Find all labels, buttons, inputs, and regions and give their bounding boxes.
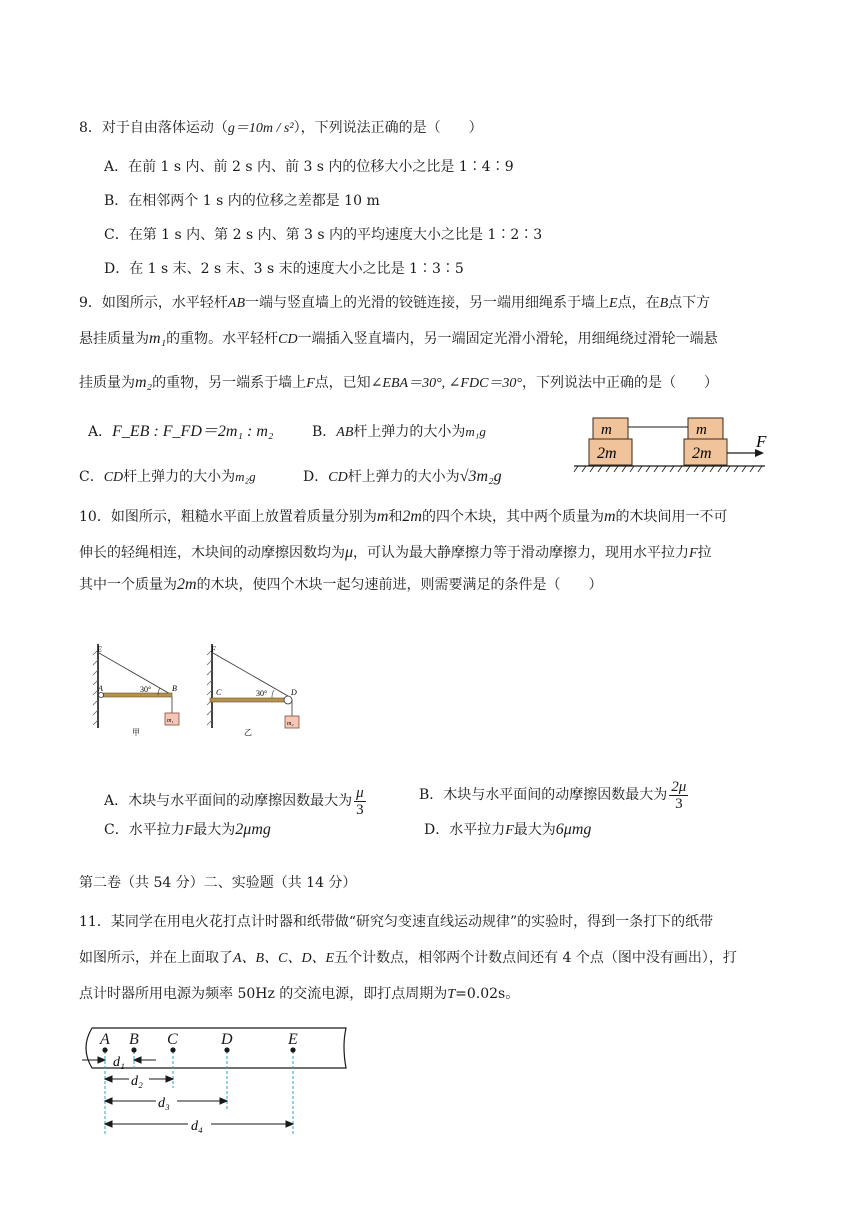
q11-t: T — [447, 987, 456, 1002]
q10-opt-c-text: C．水平拉力 — [104, 822, 185, 838]
q10-option-c — [104, 820, 271, 841]
q9-l3a: 挂质量为 — [79, 375, 135, 391]
q10-opt-b-frac — [669, 779, 688, 812]
q9-line1 — [79, 293, 710, 314]
q10-l2a: 伸长的轻绳相连，木块间的动摩擦因数均为 — [79, 545, 345, 561]
section2-heading: 第二卷（共 54 分）二、实验题（共 14 分） — [79, 875, 357, 891]
ground-hatch — [574, 466, 762, 472]
q9-bpt: B — [659, 296, 669, 311]
q9-m1: m₁ — [149, 330, 167, 347]
q9-l2b: 的重物。水平轻杆 — [166, 331, 279, 347]
blocks-figure — [572, 414, 772, 478]
rod-left-label-b: B — [172, 684, 177, 693]
rod-left-caption: 甲 — [132, 728, 140, 737]
q9-opt-b-math: m₁g — [465, 424, 486, 439]
q10-opt-d-math: 6μmg — [555, 821, 592, 838]
q10-opt-c-text2: 最大为 — [193, 822, 236, 838]
q8-formula: g＝10m / s² — [227, 121, 294, 136]
label-top-left: m — [601, 422, 612, 438]
q9-l1c: 点，在 — [617, 295, 660, 311]
q9-option-a — [88, 422, 273, 442]
q8-option-a: A．在前 1 s 内、前 2 s 内、前 3 s 内的位移大小之比是 1∶4∶9 — [104, 159, 514, 175]
rod-left-label-e: E — [97, 645, 102, 654]
q9-ab: AB — [227, 296, 246, 311]
q9-l2a: 悬挂质量为 — [79, 331, 149, 347]
q10-l1d: 的木块间用一不可 — [615, 509, 728, 525]
q9-opt-d-pre: D． — [303, 469, 329, 485]
q10-option-a — [104, 781, 368, 821]
q10-line2 — [79, 543, 712, 564]
q10-opt-d-text2: 最大为 — [513, 822, 556, 838]
q9-line3 — [79, 373, 718, 394]
q8-option-c: C．在第 1 s 内、第 2 s 内、第 3 s 内的平均速度大小之比是 1∶2∶3 — [104, 227, 543, 243]
q10-l2c: 拉 — [697, 545, 712, 561]
q10-l3a: 其中一个质量为 — [79, 577, 177, 593]
q11-l2b: 五个计数点，相邻两个计数点间还有 4 个点（图中没有画出），打 — [334, 950, 737, 966]
tape-label-c: C — [167, 1031, 178, 1048]
q9-l3d: ，下列说法中正确的是（ ） — [522, 375, 719, 391]
q9-l3c: 点，已知 — [314, 375, 371, 391]
q10-l1c: 的四个木块，其中两个质量为 — [421, 509, 604, 525]
d2-label: d₂ — [131, 1074, 143, 1089]
q10-opt-b-num: 2μ — [671, 778, 687, 795]
rod-right-label-d: D — [291, 688, 297, 697]
rod-left-angle: 30° — [140, 685, 152, 694]
q8-option-b: B．在相邻两个 1 s 内的位移之差都是 10 m — [104, 193, 380, 209]
q8-option-d: D．在 1 s 末、2 s 末、3 s 末的速度大小之比是 1∶3∶5 — [104, 261, 464, 277]
rod-right-label-f: F — [211, 645, 216, 654]
tape-point-a — [102, 1047, 107, 1052]
q10-opt-d-f: F — [505, 823, 514, 838]
q10-opt-a-text: A．木块与水平面间的动摩擦因数最大为 — [104, 793, 353, 809]
tape-point-e — [290, 1047, 295, 1052]
q8-stem — [79, 118, 483, 139]
q9-option-d — [303, 467, 502, 488]
q9-e: E — [609, 296, 618, 311]
d3-label: d₃ — [158, 1096, 170, 1111]
q9-l1b: 一端与竖直墙上的光滑的铰链连接，另一端用细绳系于墙上 — [245, 295, 610, 311]
q10-m: m — [376, 508, 389, 525]
q11-l3b: =0.02s。 — [455, 986, 520, 1002]
q11-line2 — [79, 948, 737, 969]
q10-l3b: 的木块，使四个木块一起匀速前进，则需要满足的条件是（ ） — [196, 577, 603, 593]
q9-angles: ∠EBA＝30°, ∠FDC＝30° — [370, 376, 523, 391]
rods-figure — [88, 640, 318, 738]
q9-opt-c-cd: CD — [103, 470, 124, 485]
tape-point-c — [170, 1047, 175, 1052]
q10-line1 — [79, 507, 728, 527]
q11-l2a: 如图所示，并在上面取了 — [79, 950, 233, 966]
q10-opt-a-num: μ — [356, 784, 364, 801]
q9-opt-b-text: 杆上弹力的大小为 — [353, 424, 466, 440]
rod-right-mass: m₂ — [287, 721, 294, 727]
q9-opt-b-ab: AB — [336, 425, 354, 440]
q9-opt-d-math: √3m₂g — [459, 468, 502, 485]
q10-line3 — [79, 575, 603, 595]
rod-left-label-a: A — [98, 684, 103, 693]
tape-strip — [86, 1028, 346, 1068]
q11-line1: 11．某同学在用电火花打点计时器和纸带做“研究匀变速直线运动规律”的实验时，得到一条打下的纸带 — [79, 914, 714, 930]
q9-l1d: 点下方 — [668, 295, 711, 311]
q11-points: A、B、C、D、E — [233, 951, 335, 966]
tape-label-e: E — [288, 1031, 298, 1048]
q9-opt-c-pre: C． — [79, 469, 104, 485]
rod-right-angle: 30° — [256, 689, 268, 698]
q10-opt-c-math: 2μmg — [235, 821, 271, 838]
q10-option-d — [424, 820, 591, 841]
q9-line2 — [79, 329, 718, 350]
q9-opt-d-text: 杆上弹力的大小为 — [347, 469, 460, 485]
q9-option-c — [79, 467, 256, 488]
q9-l1a: 9．如图所示，水平轻杆 — [79, 295, 228, 311]
q10-m-2: m — [603, 508, 616, 525]
q10-opt-c-f: F — [184, 823, 194, 838]
q10-opt-b-den: 3 — [675, 795, 683, 812]
q9-l3b: 的重物，另一端系于墙上 — [152, 375, 307, 391]
d4-label: d₄ — [191, 1119, 203, 1134]
q11-line3 — [79, 984, 519, 1005]
q9-opt-a-math: F_EB : F_FD＝2m₁ : m₂ — [112, 423, 274, 440]
q10-l1b: 和 — [388, 509, 403, 525]
rod-diagram-left — [93, 644, 179, 737]
q9-opt-c-text: 杆上弹力的大小为 — [123, 469, 236, 485]
label-bottom-right: 2m — [692, 445, 712, 462]
q11-l3a: 点计时器所用电源为频率 50Hz 的交流电源，即打点周期为 — [79, 986, 448, 1002]
q10-opt-b-text: B．木块与水平面间的动摩擦因数最大为 — [419, 787, 668, 803]
q9-l2c: 一端插入竖直墙内，另一端固定光滑小滑轮，用细绳绕过滑轮一端悬 — [297, 331, 718, 347]
label-top-right: m — [696, 422, 707, 438]
q10-l1a: 10．如图所示，粗糙水平面上放置着质量分别为 — [79, 509, 377, 525]
q10-l2b: ，可认为最大静摩擦力等于滑动摩擦力，现用水平拉力 — [353, 545, 690, 561]
q9-cd: CD — [278, 332, 298, 347]
tape-point-d — [224, 1047, 229, 1052]
q8-stem-post: ），下列说法正确的是（ ） — [293, 120, 483, 136]
q10-opt-d-text: D．水平拉力 — [424, 822, 506, 838]
rod-left-mass: m₁ — [167, 718, 174, 724]
tape-label-b: B — [129, 1031, 139, 1048]
q10-2m-b: 2m — [177, 576, 197, 593]
rod-diagram-right — [207, 644, 299, 737]
q10-option-b — [419, 775, 690, 815]
tape-label-d: D — [221, 1031, 233, 1048]
tape-figure — [76, 1022, 356, 1142]
q10-opt-a-den: 3 — [356, 801, 364, 818]
q9-opt-c-math: m₂g — [235, 469, 256, 484]
q9-opt-a-pre: A． — [88, 424, 113, 440]
rod-right-label-c: C — [216, 688, 222, 697]
q9-opt-d-cd: CD — [328, 470, 348, 485]
label-bottom-left: 2m — [597, 445, 617, 462]
q10-opt-a-frac — [354, 785, 366, 818]
q8-stem-pre: 8．对于自由落体运动（ — [79, 120, 228, 136]
q10-2m: 2m — [402, 508, 422, 525]
tape-point-b — [131, 1047, 136, 1052]
q9-option-b — [312, 422, 486, 443]
label-force: F — [756, 432, 767, 451]
rod-right-caption: 乙 — [244, 728, 252, 737]
d1-label: d₁ — [113, 1055, 125, 1070]
q9-m2: m₂ — [135, 374, 153, 391]
q9-f: F — [306, 376, 315, 391]
q10-mu: μ — [345, 544, 354, 561]
q9-opt-b-pre: B． — [312, 424, 337, 440]
q10-f: F — [689, 546, 698, 561]
tape-label-a: A — [100, 1031, 110, 1048]
